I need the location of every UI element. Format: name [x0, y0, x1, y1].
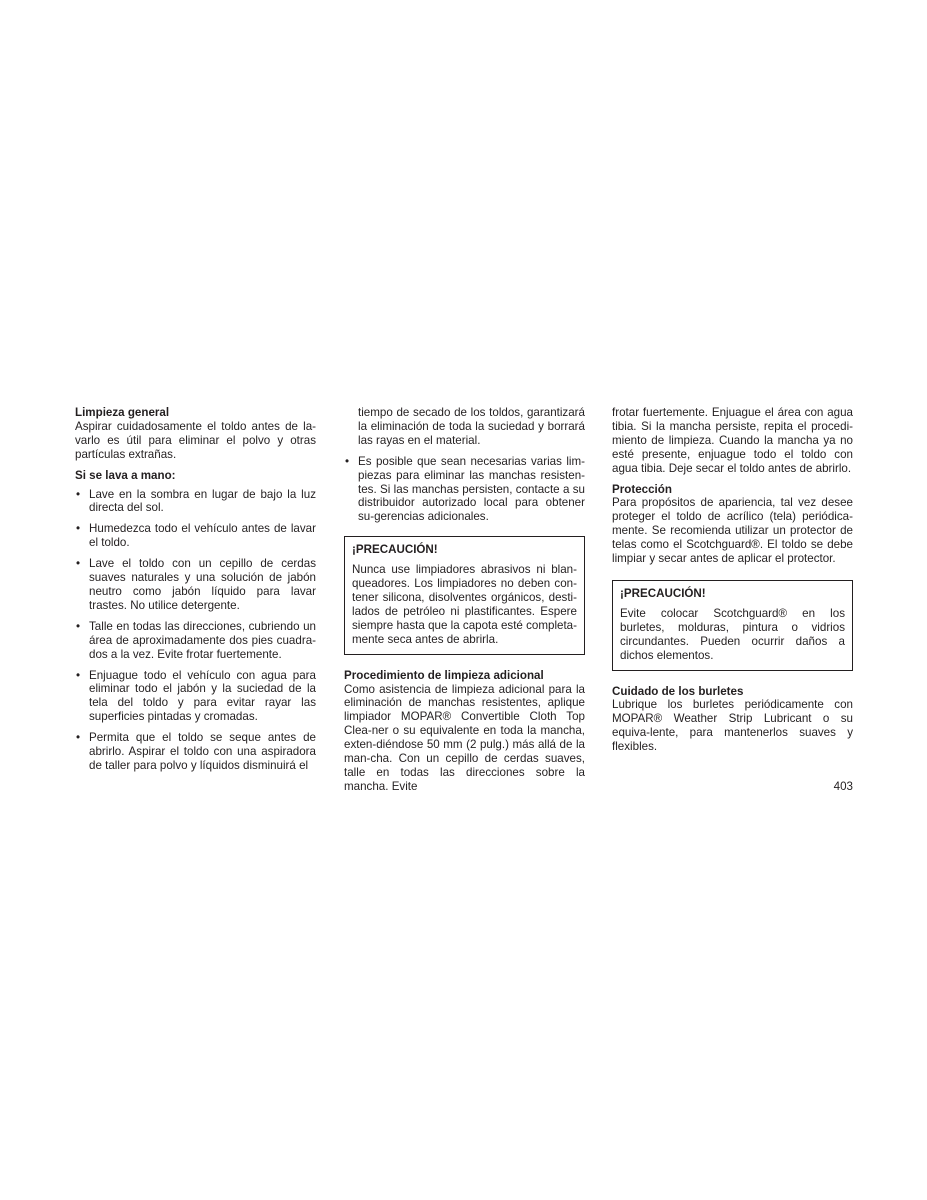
bullet-icon: • — [76, 522, 81, 536]
paragraph-weatherstrip-care: Lubrique los burletes periódicamente con MOPAR® Weather Strip Lubricant o su equiva-lente, para mantenerlos suaves y flexibles. — [612, 698, 853, 754]
list-item: • Humedezca todo el vehículo antes de lavar el toldo. — [76, 522, 316, 550]
caution-box — [612, 580, 853, 671]
bullet-icon: • — [76, 668, 81, 682]
hand-wash-list — [75, 488, 316, 773]
caution-title: ¡PRECAUCIÓN! — [620, 586, 706, 600]
caution-title: ¡PRECAUCIÓN! — [352, 543, 438, 557]
bullet-icon: • — [76, 619, 81, 633]
bullet-icon: • — [76, 487, 81, 501]
subheading-hand-wash: Si se lava a mano: — [75, 468, 176, 482]
bullet-continuation: tiempo de secado de los toldos, garantizará la eliminación de toda la suciedad y borrará las rayas en el material. — [358, 406, 585, 447]
bullet-icon: • — [76, 557, 81, 571]
column-right — [612, 406, 853, 754]
list-item: • Lave el toldo con un cepillo de cerdas suaves naturales y una solución de jabón neutro como jabón líquido para lavar trastes. No utilice detergente. — [76, 557, 316, 612]
caution-box — [344, 536, 585, 654]
paragraph-protection: Para propósitos de apariencia, tal vez desee proteger el toldo de acrílico (tela) periódica-mente. Se recomienda utilizar un protector de telas como el Scotchguard®. El toldo se debe limpiar y secar antes de aplicar el protector. — [612, 496, 853, 566]
list-item: • Talle en todas las direcciones, cubriendo un área de aproximadamente dos pies cuadra-dos a la vez. Evite frotar fuertemente. — [76, 619, 316, 661]
column-left — [75, 406, 316, 773]
bullet-icon: • — [345, 454, 350, 468]
section-heading-general-cleaning: Limpieza general — [75, 406, 170, 419]
paragraph-rinse: frotar fuertemente. Enjuague el área con agua tibia. Si la mancha persiste, repita el procedi-miento de limpieza. Cuando la mancha ya no esté presente, enjuague todo el toldo con agua tibia. Deje secar el toldo antes de abrirlo. — [612, 406, 853, 475]
list-item: • Enjuague todo el vehículo con agua para eliminar todo el jabón y la suciedad de la tela del toldo y para evitar rayar las superficies pintadas y cromadas. — [76, 668, 316, 724]
page-number: 403 — [833, 780, 853, 793]
bullet-icon: • — [76, 731, 81, 745]
caution-text: Nunca use limpiadores abrasivos ni blan-queadores. Los limpiadores no deben con-tener silicona, disolventes orgánicos, desti-lados de petróleo ni plastificantes. Espere siempre hasta que la capota esté completa-mente seca antes de abrirla. — [352, 563, 577, 646]
extra-cleaning-list — [344, 455, 585, 525]
column-middle — [344, 406, 585, 794]
list-item: • Permita que el toldo se seque antes de abrirlo. Aspirar el toldo con una aspiradora de taller para polvo y líquidos disminuirá el — [76, 731, 316, 772]
paragraph-additional-cleaning: Como asistencia de limpieza adicional para la eliminación de manchas resistentes, aplique limpiador MOPAR® Convertible Cloth Top Clea-ner o su equivalente en toda la mancha, exten-diéndose 50 mm (2 pulg.) más allá de la man-cha. Con un cepillo de cerdas suaves, talle en todas las direcciones sobre la mancha. Evite — [344, 682, 585, 793]
section-heading-weatherstrip-care: Cuidado de los burletes — [612, 684, 744, 698]
caution-text: Evite colocar Scotchguard® en los burletes, molduras, pintura o vidrios circundantes. Pueden ocurrir daños a dichos elementos. — [620, 606, 845, 662]
paragraph-general-cleaning: Aspirar cuidadosamente el toldo antes de la-varlo es útil para eliminar el polvo y otras partículas extrañas. — [75, 419, 316, 461]
list-item: • Lave en la sombra en lugar de bajo la luz directa del sol. — [76, 487, 316, 515]
section-heading-protection: Protección — [612, 482, 672, 496]
section-heading-additional-cleaning: Procedimiento de limpieza adicional — [344, 668, 544, 682]
list-item: • Es posible que sean necesarias varias lim-piezas para eliminar las manchas resisten-tes. Si las manchas persisten, contacte a su distribuidor autorizado local para obtener su-gerencias adicionales. — [345, 454, 585, 524]
